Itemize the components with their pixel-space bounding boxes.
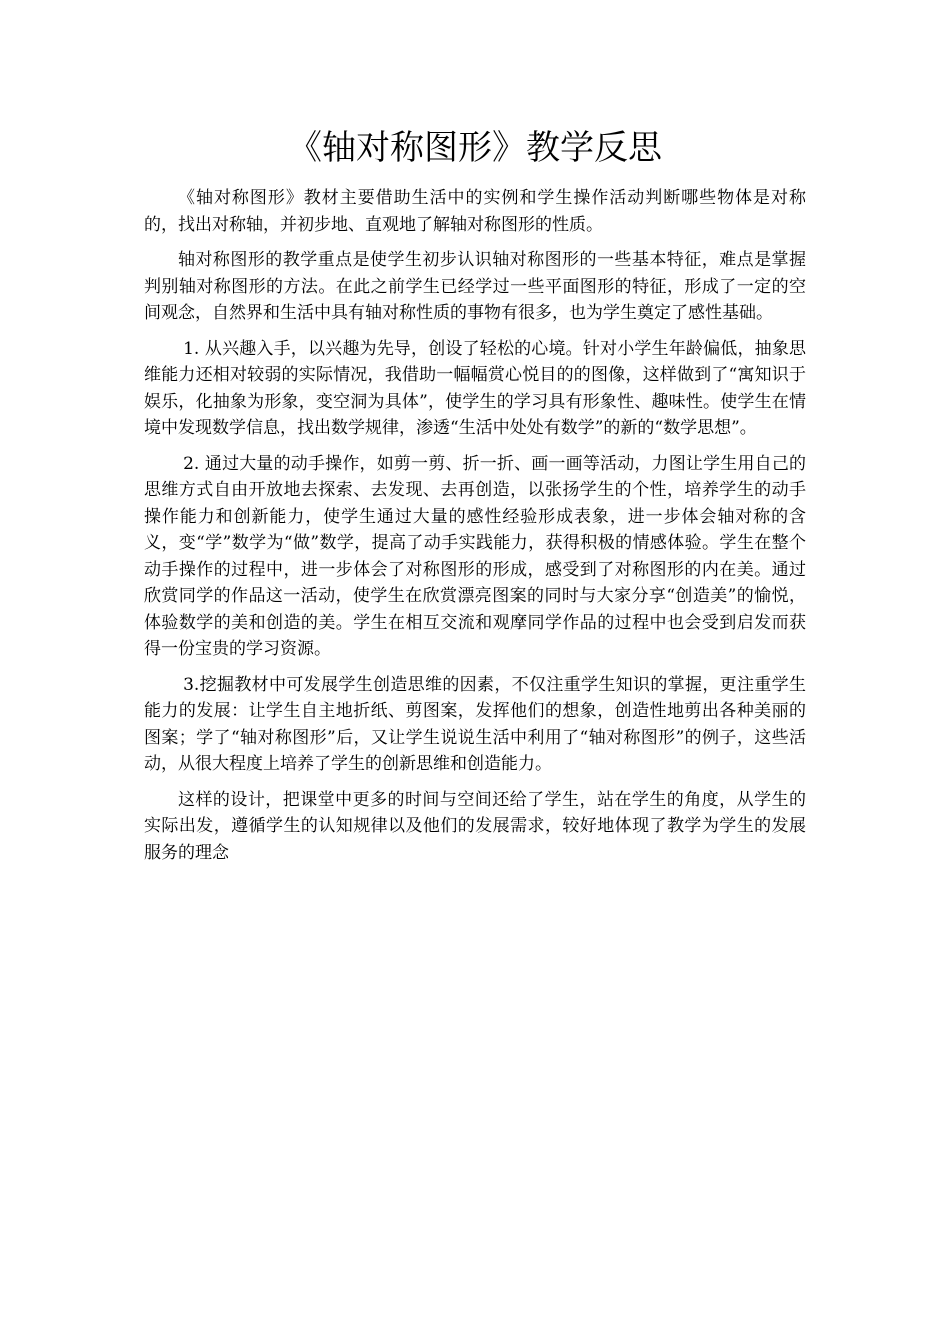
paragraph-conclusion: 这样的设计，把课堂中更多的时间与空间还给了学生，站在学生的角度，从学生的实际出发，遵循学生的认知规律以及他们的发展需求，较好地体现了教学为学生的发展服务的理念 <box>144 789 806 863</box>
paragraph-point-1: 1. 从兴趣入手，以兴趣为先导，创设了轻松的心境。针对小学生年龄偏低，抽象思维能力还相对较弱的实际情况，我借助一幅幅赏心悦目的的图像，这样做到了“寓知识于娱乐，化抽象为形象，变空洞为具体”，使学生的学习具有形象性、趣味性。使学生在情境中发现数学信息，找出数学规律，渗透“生活中处处有数学”的新的“数学思想”。 <box>144 338 806 438</box>
paragraph-point-3: 3.挖掘教材中可发展学生创造思维的因素，不仅注重学生知识的掌握，更注重学生能力的发展：让学生自主地折纸、剪图案，发挥他们的想象，创造性地剪出各种美丽的图案；学了“轴对称图形”后，又让学生说说生活中利用了“轴对称图形”的例子，这些活动，从很大程度上培养了学生的创新思维和创造能力。 <box>144 674 806 774</box>
paragraph-intro: 《轴对称图形》教材主要借助生活中的实例和学生操作活动判断哪些物体是对称的，找出对称轴，并初步地、直观地了解轴对称图形的性质。 <box>144 188 806 235</box>
document-body <box>144 185 806 875</box>
paragraph-point-2: 2. 通过大量的动手操作，如剪一剪、折一折、画一画等活动，力图让学生用自己的思维方式自由开放地去探索、去发现、去再创造，以张扬学生的个性，培养学生的动手操作能力和创新能力，使学生通过大量的感性经验形成表象，进一步体会轴对称的含义，变“学”数学为“做”数学，提高了动手实践能力，获得积极的情感体验。学生在整个动手操作的过程中，进一步体会了对称图形的形成，感受到了对称图形的内在美。通过欣赏同学的作品这一活动，使学生在欣赏漂亮图案的同时与大家分享“创造美”的愉悦，体验数学的美和创造的美。学生在相互交流和观摩同学作品的过程中也会受到启发而获得一份宝贵的学习资源。 <box>144 453 806 659</box>
paragraph-teaching-focus: 轴对称图形的教学重点是使学生初步认识轴对称图形的一些基本特征，难点是掌握判别轴对称图形的方法。在此之前学生已经学过一些平面图形的特征，形成了一定的空间观念，自然界和生活中具有轴对称性质的事物有很多，也为学生奠定了感性基础。 <box>144 250 806 323</box>
document-title: 《轴对称图形》教学反思 <box>288 128 662 168</box>
